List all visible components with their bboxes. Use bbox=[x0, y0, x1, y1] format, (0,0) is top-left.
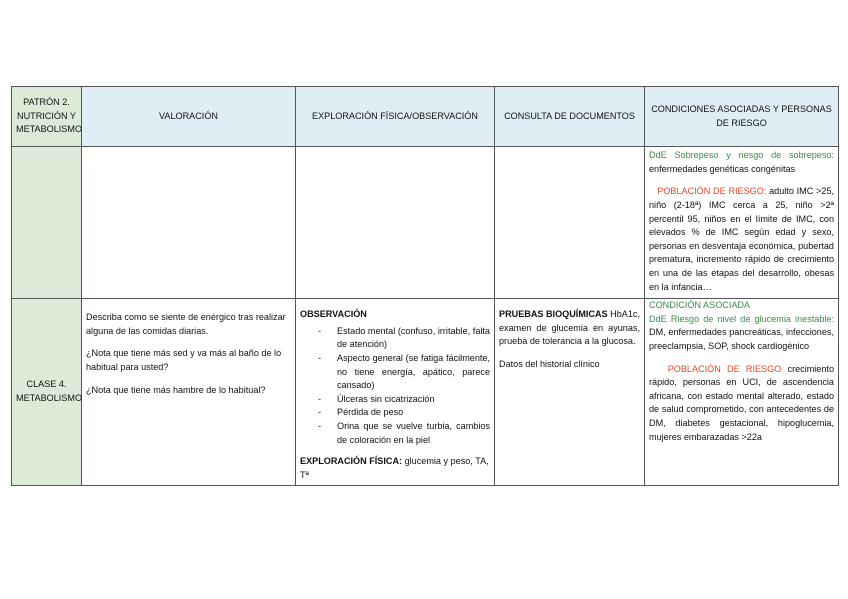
row2-poblacion-paragraph bbox=[649, 363, 834, 445]
historial-text: Datos del historial clínico bbox=[499, 358, 600, 369]
row2-clase-cell: CLASE 4. METABOLISMO bbox=[12, 299, 82, 486]
row1-dde-text: enfermedades genéticas congénitas bbox=[649, 163, 796, 174]
header-valoracion: VALORACIÓN bbox=[82, 87, 296, 147]
list-item: - Úlceras sin cicatrización bbox=[300, 393, 490, 407]
row2-consulta-cell bbox=[495, 299, 645, 486]
row2-exploracion-cell bbox=[296, 299, 495, 486]
header-exploracion: EXPLORACIÓN FÍSICA/OBSERVACIÓN bbox=[296, 87, 495, 147]
header-row bbox=[12, 87, 839, 147]
row1-pattern-cell bbox=[12, 147, 82, 299]
pruebas-label: PRUEBAS BIOQUÍMICAS bbox=[499, 309, 608, 319]
row1-dde-label: DdE Sobrepeso y riesgo de sobrepeso: bbox=[649, 150, 834, 160]
row1-poblacion-label: POBLACIÓN DE RIESGO: bbox=[657, 186, 767, 197]
row1-valoracion-cell bbox=[82, 147, 296, 299]
row1-poblacion-paragraph bbox=[649, 185, 834, 294]
row2-condiciones-cell bbox=[645, 299, 839, 486]
row2-poblacion-text: crecimiento rápido, personas en UCI, de ascendencia africana, con estado mental alterado, estado de salud comprometido, con antecedentes de DM, diabetes gestacional, hipoglucemia, mujeres embarazadas >22a bbox=[649, 363, 835, 442]
header-pattern: PATRÓN 2. NUTRICIÓN Y METABOLISMO bbox=[12, 87, 82, 147]
valoracion-question-3: ¿Nota que tiene más hambre de lo habitual? bbox=[86, 384, 266, 395]
table-row bbox=[12, 147, 839, 299]
row1-consulta-cell bbox=[495, 147, 645, 299]
row2-dde-label: DdE Riesgo de nivel de glucemia inestable: bbox=[649, 313, 834, 324]
exploracion-text: glucemia y peso, TA, Tª bbox=[300, 456, 489, 481]
header-condiciones: CONDICIONES ASOCIADAS Y PERSONAS DE RIESGO bbox=[645, 87, 839, 147]
row1-dde-paragraph bbox=[649, 149, 834, 176]
row1-condiciones-cell bbox=[645, 147, 839, 299]
observacion-list bbox=[300, 325, 490, 448]
list-item: - Orina que se vuelve turbia, cambios de coloración en la piel bbox=[300, 420, 490, 447]
observacion-title: OBSERVACIÓN bbox=[300, 309, 367, 319]
exploracion-label: EXPLORACIÓN FÍSICA: bbox=[300, 456, 403, 467]
exploracion-paragraph bbox=[300, 455, 490, 482]
row2-poblacion-label: POBLACIÓN DE RIESGO bbox=[667, 363, 782, 374]
row2-dde-text: DM, enfermedades pancreáticas, infecciones, preeclampsia, SOP, shock cardiogénico bbox=[649, 327, 834, 351]
header-consulta: CONSULTA DE DOCUMENTOS bbox=[495, 87, 645, 147]
list-item: - Estado mental (confuso, irritable, falta de atención) bbox=[300, 325, 490, 352]
pruebas-paragraph bbox=[499, 308, 640, 349]
row1-exploracion-cell bbox=[296, 147, 495, 299]
valoracion-question-2: ¿Nota que tiene más sed y va más al baño de lo habitual para usted? bbox=[86, 348, 282, 372]
row2-dde-paragraph bbox=[649, 313, 834, 354]
condicion-label: CONDICIÓN ASOCIADA bbox=[649, 300, 751, 310]
row2-valoracion-cell bbox=[82, 299, 296, 486]
pruebas-text: HbA1c, examen de glucemia en ayunas, prueba de tolerancia a la glucosa. bbox=[499, 309, 640, 347]
document-table bbox=[11, 86, 839, 486]
table-row bbox=[12, 299, 839, 486]
row1-poblacion-text: adulto IMC >25, niño (2-18ª) IMC cerca a 25, niño >2ª percentil 95, niños en el límite de IMC, con elevados % de IMC según edad y sexo, personas en desventaja económica, pubertad prematura, incremento rápido de crecimiento en una de las etapas del desarrollo, obesas en la infancia… bbox=[649, 186, 834, 292]
list-item: - Aspecto general (se fatiga fácilmente, no tiene energía, apático, parece cansado) bbox=[300, 352, 490, 393]
list-item: - Pérdida de peso bbox=[300, 406, 490, 420]
valoracion-question-1: Describa como se siente de enérgico tras realizar alguna de las comidas diarias. bbox=[86, 312, 286, 336]
